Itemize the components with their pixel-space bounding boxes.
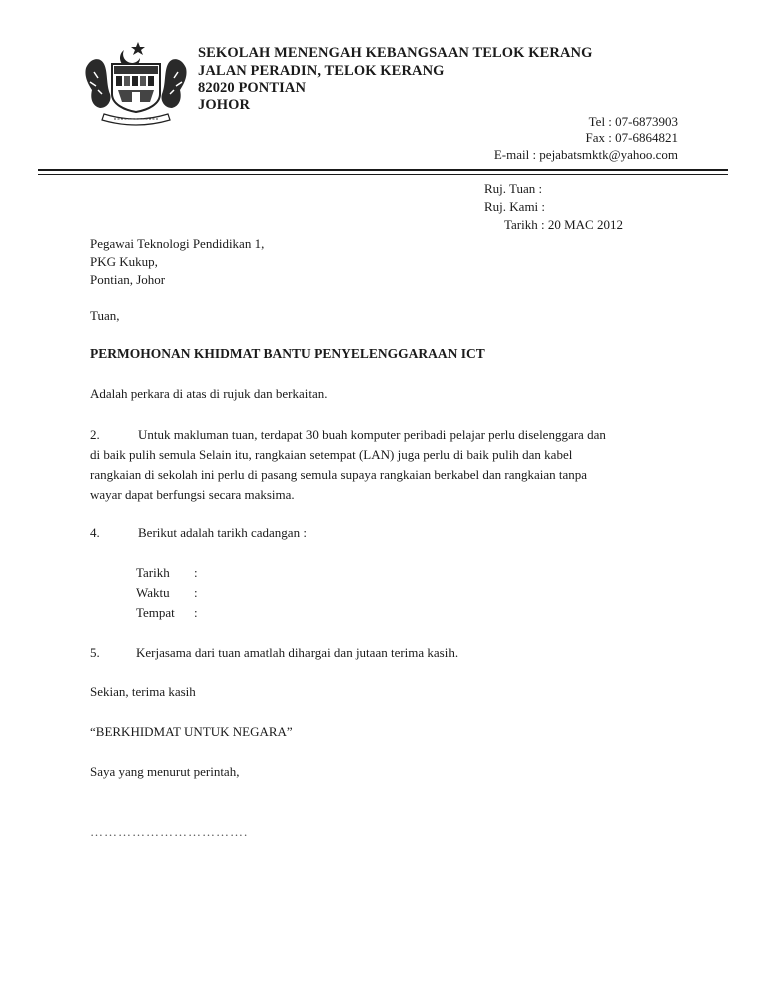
address-line-1: JALAN PERADIN, TELOK KERANG [198,63,445,79]
paragraph-1: Adalah perkara di atas di rujuk dan berkaitan. [90,386,328,401]
closing: Sekian, terima kasih [90,684,196,699]
email: E-mail : pejabatsmktk@yahoo.com [493,147,678,162]
signature-line: ……………………………. [90,824,249,839]
telephone: Tel : 07-6873903 [588,114,678,129]
school-name: SEKOLAH MENENGAH KEBANGSAAN TELOK KERANG [198,45,593,61]
letter-subject: PERMOHONAN KHIDMAT BANTU PENYELENGGARAAN ICT [90,346,485,361]
motto: “BERKHIDMAT UNTUK NEGARA” [90,724,293,739]
field-tempat: Tempat : [136,605,198,620]
paragraph-5: 5. Kerjasama dari tuan amatlah dihargai dan jutaan terima kasih. [90,645,459,660]
address-line-3: JOHOR [198,97,251,113]
paragraph-4: 4. Berikut adalah tarikh cadangan : [90,525,307,540]
paragraph-2-line-2: di baik pulih semula Selain itu, rangkaian setempat (LAN) juga perlu di baik pulih dan kabel [90,447,573,462]
header-divider-thick [38,169,728,171]
paragraph-2 [90,425,680,505]
paragraph-5-number: 5. [90,645,100,660]
address-line-2: 82020 PONTIAN [198,80,307,96]
header-divider-thin [38,174,728,175]
field-tarikh: Tarikh : [136,565,198,580]
coat-of-arms-logo [80,38,192,130]
fax: Fax : 07-6864821 [585,130,678,145]
paragraph-2-line-3: rangkaian di sekolah ini perlu di pasang semula supaya rangkaian berkabel dan rangkaian tanpa [90,467,588,482]
paragraph-2-line-4: wayar dapat berfungsi secara maksima. [90,487,295,502]
recipient-line-1: Pegawai Teknologi Pendidikan 1, [90,236,265,251]
recipient-line-3: Pontian, Johor [90,272,166,287]
signoff: Saya yang menurut perintah, [90,764,240,779]
paragraph-2-number: 2. [90,427,100,442]
paragraph-2-line-1: 2. Untuk makluman tuan, terdapat 30 buah komputer peribadi pelajar perlu diselenggara dan [90,425,680,445]
salutation: Tuan, [90,308,120,323]
paragraph-4-number: 4. [90,525,100,540]
letter-date: Tarikh : 20 MAC 2012 [504,217,623,232]
ruj-tuan: Ruj. Tuan : [484,181,543,196]
recipient-line-2: PKG Kukup, [90,254,158,269]
ruj-kami: Ruj. Kami : [484,199,546,214]
field-waktu: Waktu : [136,585,198,600]
